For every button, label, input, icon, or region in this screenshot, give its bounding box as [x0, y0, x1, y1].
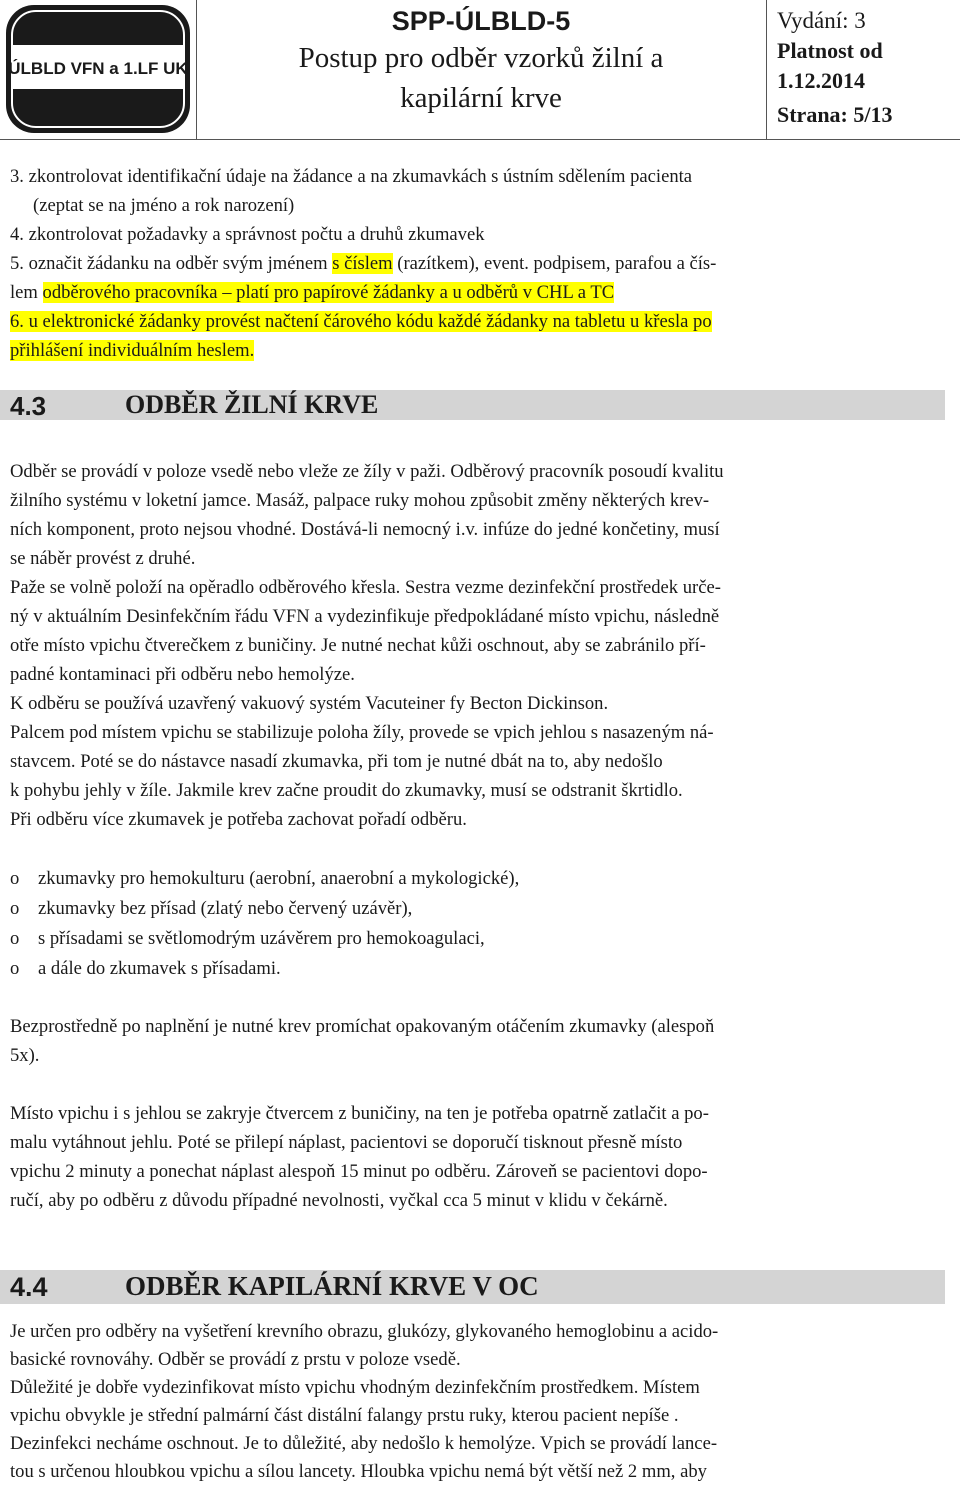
procedure-steps: [10, 162, 945, 365]
list-item: [10, 307, 945, 336]
validity-date: 1.12.2014: [777, 68, 865, 93]
list-item-text: (razítkem), event. podpisem, parafou a čís-: [392, 253, 717, 274]
validity-label: Platnost od: [777, 38, 883, 63]
highlighted-text: odběrového pracovníka – platí pro papírové žádanky a u odběrů v CHL a TC: [42, 282, 615, 303]
logo-text: ÚLBLD VFN a 1.LF UK: [8, 59, 188, 78]
list-item: [10, 278, 945, 307]
paragraph-line: basické rovnováhy. Odběr se provádí z prstu v poloze vsedě.: [10, 1349, 461, 1370]
paragraph-line: Palcem pod místem vpichu se stabilizuje poloha žíly, provede se vpich jehlou s nasazeným ná-: [10, 722, 714, 743]
logo-badge-icon: [6, 5, 190, 133]
header-bottom-rule: [0, 139, 960, 140]
list-item: [10, 954, 945, 984]
section-heading-4-4: [0, 1270, 945, 1304]
paragraph-line: vpichu obvykle je střední palmární část distální falangy prstu ruky, kterou pacient nepíše .: [10, 1405, 679, 1426]
edition-label: Vydání: 3: [777, 8, 866, 33]
page-number: Strana: 5/13: [777, 102, 893, 127]
section-4-4-paragraph: [10, 1318, 945, 1486]
header-title-block: [196, 0, 766, 140]
section-number: 4.3: [10, 391, 47, 421]
list-item-text: a dále do zkumavek s přísadami.: [38, 958, 281, 979]
list-item: [10, 864, 945, 894]
paragraph-line: otře místo vpichu čtverečkem z buničiny. Je nutné nechat kůži oschnout, aby se zabránilo pří-: [10, 635, 706, 656]
highlighted-text: 6. u elektronické žádanky provést načtení čárového kódu každé žádanky na tabletu u křesla po: [10, 311, 712, 332]
list-item: [10, 336, 945, 365]
paragraph-line: vpichu 2 minuty a ponechat náplast alespoň 15 minut po odběru. Zároveň se pacientovi dopo-: [10, 1161, 708, 1182]
paragraph-line: Je určen pro odběry na vyšetření krevního obrazu, glukózy, glykovaného hemoglobinu a acido-: [10, 1321, 719, 1342]
list-item: 3. zkontrolovat identifikační údaje na žádance a na zkumavkách s ústním sdělením pacienta: [10, 166, 693, 187]
bullet-icon: o: [10, 958, 20, 979]
list-item-text: zkumavky pro hemokulturu (aerobní, anaerobní a mykologické),: [38, 868, 520, 889]
document-title: [210, 38, 752, 118]
list-item: [10, 894, 945, 924]
document-title-line: Postup pro odběr vzorků žilní a: [298, 42, 664, 74]
list-item: [10, 249, 945, 278]
document-header: [0, 0, 960, 140]
mixing-paragraph: [10, 1012, 945, 1070]
paragraph-line: Odběr se provádí v poloze vsedě nebo vleže ze žíly v paži. Odběrový pracovník posoudí kvalitu: [10, 461, 724, 482]
highlighted-text: s číslem: [332, 253, 393, 274]
list-item: 4. zkontrolovat požadavky a správnost počtu a druhů zkumavek: [10, 224, 485, 245]
tube-order-list: [10, 864, 945, 984]
bullet-icon: o: [10, 928, 20, 949]
header-divider: [766, 0, 767, 140]
highlighted-text: přihlášení individuálním heslem.: [10, 340, 255, 361]
paragraph-line: malu vytáhnout jehlu. Poté se přilepí náplast, pacientovi se doporučí tisknout přesně místo: [10, 1132, 683, 1153]
paragraph-line: Paže se volně položí na opěradlo odběrového křesla. Sestra vezme dezinfekční prostředek urče-: [10, 577, 721, 598]
paragraph-line: se náběr provést z druhé.: [10, 548, 196, 569]
paragraph-line: padné kontaminaci při odběru nebo hemolýze.: [10, 664, 355, 685]
section-number: 4.4: [10, 1272, 48, 1302]
after-collection-paragraph: [10, 1099, 945, 1215]
paragraph-line: ný v aktuálním Desinfekčním řádu VFN a vydezinfikuje předpokládané místo vpichu, následně: [10, 606, 720, 627]
paragraph-line: Dezinfekci necháme oschnout. Je to důležité, aby nedošlo k hemolýze. Vpich se provádí lance-: [10, 1433, 718, 1454]
bullet-icon: o: [10, 868, 20, 889]
paragraph-line: ních komponent, proto nejsou vhodné. Dostává-li nemocný i.v. infúze do jedné končetiny, musí: [10, 519, 720, 540]
paragraph-line: ručí, aby po odběru z důvodu případné nevolnosti, vyčkal cca 5 minut v klidu v čekárně.: [10, 1190, 668, 1211]
list-item-text: lem: [10, 282, 43, 303]
section-4-3-paragraph: [10, 457, 945, 834]
document-code: SPP-ÚLBLD-5: [391, 6, 571, 36]
document-title-line: kapilární krve: [400, 82, 562, 114]
list-item: (zeptat se na jméno a rok narození): [33, 195, 295, 216]
paragraph-line: 5x).: [10, 1045, 40, 1066]
list-item-text: 5. označit žádanku na odběr svým jménem: [10, 253, 333, 274]
header-meta-block: [777, 0, 960, 140]
paragraph-line: Místo vpichu i s jehlou se zakryje čtvercem z buničiny, na ten je potřeba opatrně zatlačit a po-: [10, 1103, 709, 1124]
section-title: ODBĚR ŽILNÍ KRVE: [125, 390, 379, 419]
institution-logo: [0, 0, 196, 138]
list-item-text: s přísadami se světlomodrým uzávěrem pro hemokoagulaci,: [38, 928, 485, 949]
paragraph-line: k pohybu jehly v žíle. Jakmile krev začne proudit do zkumavky, musí se odstranit škrtidlo.: [10, 780, 683, 801]
paragraph-line: tou s určenou hloubkou vpichu a sílou lancety. Hloubka vpichu nemá být větší než 2 mm, aby: [10, 1461, 707, 1482]
section-heading-4-3: [0, 390, 945, 420]
paragraph-line: Důležité je dobře vydezinfikovat místo vpichu vhodným dezinfekčním prostředkem. Místem: [10, 1377, 700, 1398]
list-item: [10, 924, 945, 954]
paragraph-line: Bezprostředně po naplnění je nutné krev promíchat opakovaným otáčením zkumavky (alespoň: [10, 1016, 715, 1037]
list-item-text: zkumavky bez přísad (zlatý nebo červený uzávěr),: [38, 898, 413, 919]
paragraph-line: žilního systému v loketní jamce. Masáž, palpace ruky mohou způsobit změny některých krev-: [10, 490, 710, 511]
paragraph-line: stavcem. Poté se do nástavce nasadí zkumavka, při tom je nutné dbát na to, aby nedošlo: [10, 751, 663, 772]
paragraph-line: Při odběru více zkumavek je potřeba zachovat pořadí odběru.: [10, 809, 467, 830]
paragraph-line: K odběru se používá uzavřený vakuový systém Vacuteiner fy Becton Dickinson.: [10, 693, 609, 714]
bullet-icon: o: [10, 898, 20, 919]
section-title: ODBĚR KAPILÁRNÍ KRVE V OC: [125, 1271, 539, 1301]
